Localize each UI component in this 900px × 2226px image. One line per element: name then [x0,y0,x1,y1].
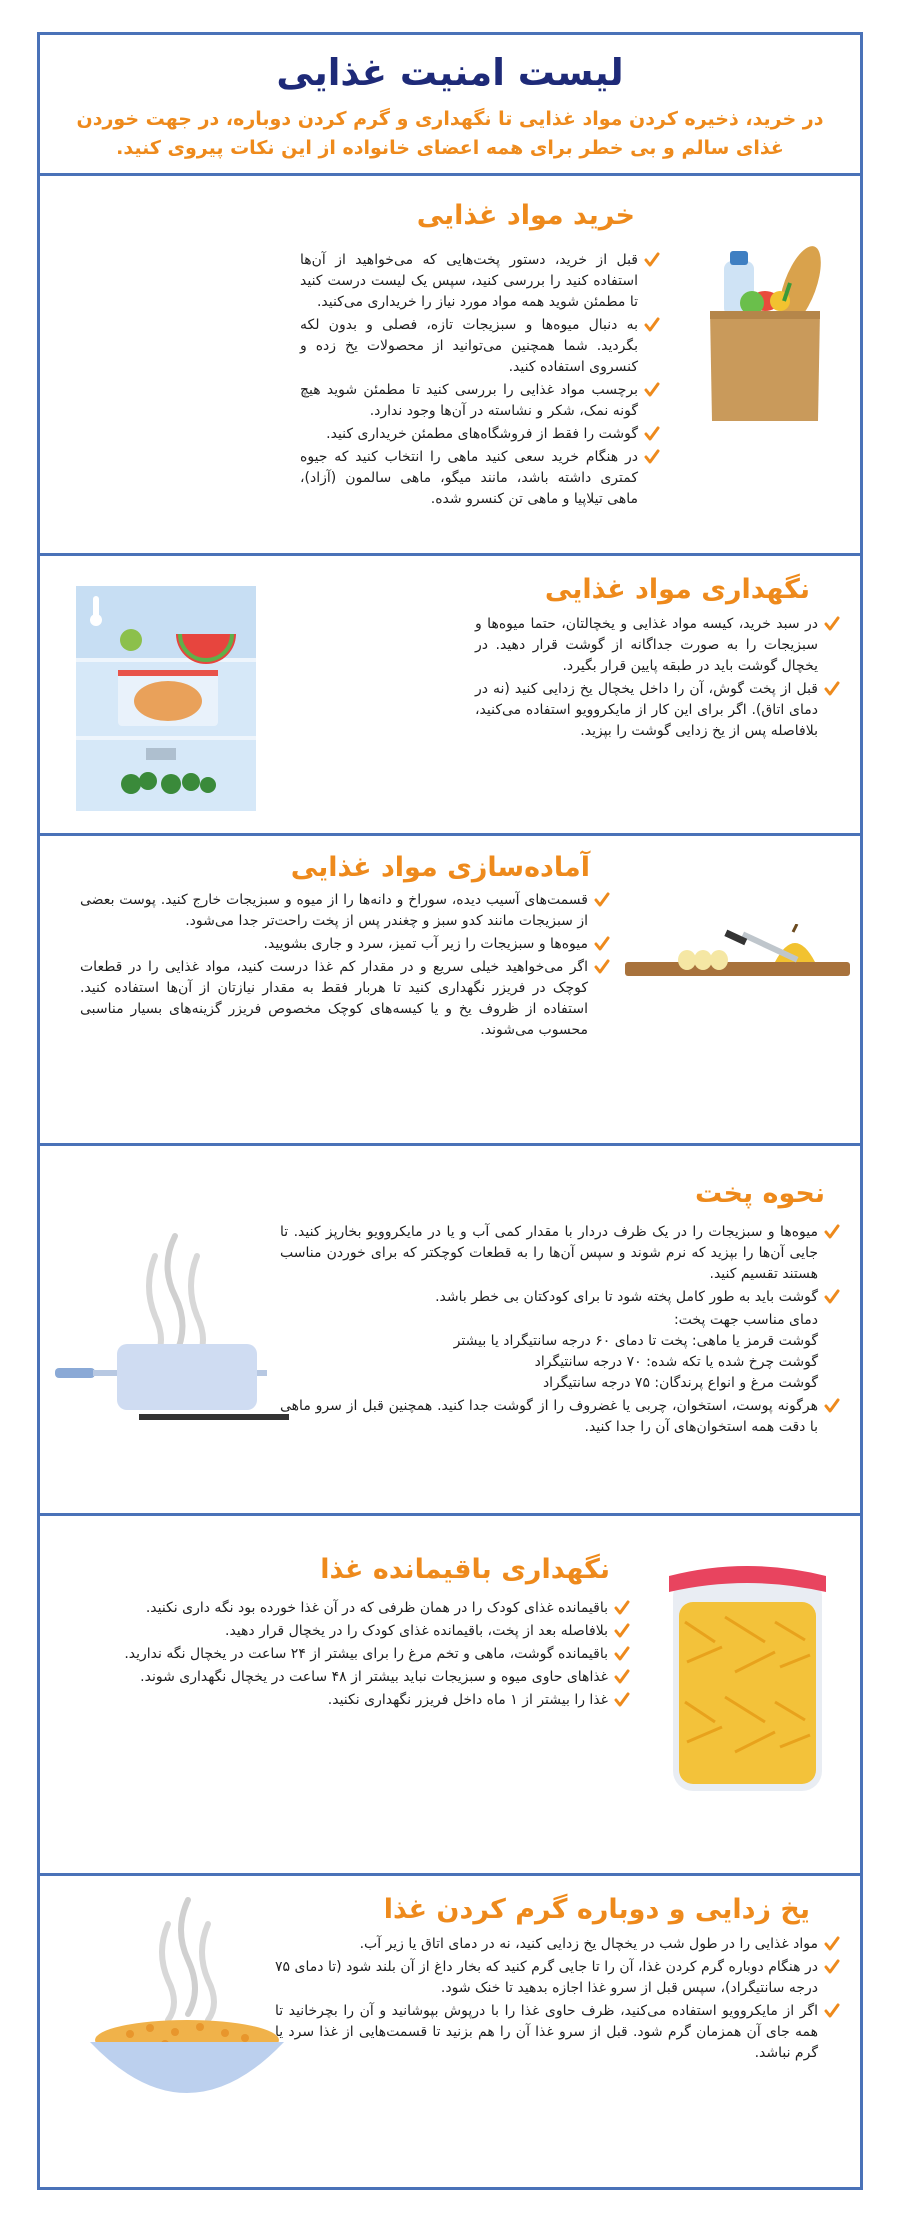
checkmark-icon [644,382,660,398]
list-item [75,1690,630,1711]
checkmark-icon [824,1936,840,1952]
checkmark-icon [614,1600,630,1616]
item-list [75,1598,630,1713]
item-list [80,890,610,1043]
item-text: باقیمانده غذای کودک را در همان ظرفی که در آن غذا خورده بود نگه داری نکنید. [145,1600,608,1616]
list-item [75,1621,630,1642]
list-item [75,1667,630,1688]
list-item [475,614,840,677]
list-item [275,1957,840,1999]
checkmark-icon [644,449,660,465]
infographic-frame [37,32,863,2190]
item-list [300,250,660,512]
header [40,35,860,173]
cutting-board-icon [625,924,850,994]
item-text: میوه‌ها و سبزیجات را در یک ظرف دردار با مقدار کمی آب و یا در مایکروویو بخارپز کنید. تا جایی آن‌ها را بپزید که نرم شوند و سپس آن‌ها را به قطعات کوچکتر که برای خوردن مناسب هستند تقسیم کنید. [280,1224,818,1282]
checkmark-icon [824,1398,840,1414]
page-title: لیست امنیت غذایی [276,51,624,94]
temps-heading: دمای مناسب جهت پخت: [673,1312,818,1328]
item-list [275,1934,840,2066]
checkmark-icon [594,936,610,952]
item-text: به دنبال میوه‌ها و سبزیجات تازه، فصلی و بدون لکه بگردید. شما همچنین می‌توانید از محصولات یخ زده و کنسروی استفاده کنید. [300,317,638,375]
item-text: گوشت باید به طور کامل پخته شود تا برای کودکتان بی خطر باشد. [435,1289,818,1305]
steaming-bowl-icon [80,1894,295,2114]
item-text: قبل از پخت گوش، آن را داخل یخچال یخ زدایی کنید (نه در دمای اتاق). اگر برای این کار از مایکروویو استفاده می‌کنید، بلافاصله پس از یخ زدایی گوشت را بپزید. [475,681,818,739]
section-leftovers [40,1513,860,1873]
refrigerator-icon [76,586,256,811]
list-item [280,1222,840,1285]
checkmark-icon [594,959,610,975]
list-item [300,380,660,422]
temps-block [280,1310,840,1394]
section-title: خرید مواد غذایی [416,200,635,231]
temp-line: گوشت مرغ و انواع پرندگان: ۷۵ درجه سانتیگراد [542,1375,818,1391]
section-cooking [40,1143,860,1513]
list-item [275,1934,840,1955]
item-text: قبل از خرید، دستور پخت‌هایی که می‌خواهید از آن‌ها استفاده کنید را بررسی کنید، سپس یک لیست درست کنید تا مطمئن شوید همه مواد مورد نیاز را خریداری می‌کنید. [300,252,638,310]
section-preparation [40,833,860,1143]
checkmark-icon [644,252,660,268]
checkmark-icon [644,426,660,442]
checkmark-icon [614,1669,630,1685]
pasta-jar-icon [665,1562,830,1797]
item-text: باقیمانده گوشت، ماهی و تخم مرغ را برای بیشتر از ۲۴ ساعت در یخچال نگه ندارید. [124,1646,608,1662]
cooking-pot-icon [55,1226,295,1436]
section-title: آماده‌سازی مواد غذایی [290,852,590,883]
item-text: گوشت را فقط از فروشگاه‌های مطمئن خریداری کنید. [326,426,638,442]
item-list [280,1222,840,1440]
list-item [75,1598,630,1619]
item-text: غذاهای حاوی میوه و سبزیجات نباید بیشتر از ۴۸ ساعت در یخچال نگهداری شوند. [140,1669,608,1685]
list-item [475,679,840,742]
checkmark-icon [594,892,610,908]
section-title: یخ زدایی و دوباره گرم کردن غذا [383,1894,810,1925]
list-item [75,1644,630,1665]
checkmark-icon [614,1623,630,1639]
item-text: هرگونه پوست، استخوان، چربی یا غضروف را از گوشت جدا کنید. همچنین قبل از سرو ماهی با دقت همه استخوان‌های آن را جدا کنید. [280,1398,818,1435]
section-storage [40,553,860,833]
section-buying [40,173,860,553]
list-item [80,934,610,955]
item-text: غذا را بیشتر از ۱ ماه داخل فریزر نگهداری نکنید. [327,1692,608,1708]
item-text: اگر از مایکروویو استفاده می‌کنید، ظرف حاوی غذا را با درپوش بپوشانید و آن را بچرخانید تا همه جای آن همزمان گرم شود. قبل از سرو غذا آن را هم بزنید تا قسمت‌هایی از غذا سرد یا گرم نباشد. [275,2003,818,2061]
checkmark-icon [614,1692,630,1708]
checkmark-icon [824,1959,840,1975]
list-item [280,1287,840,1308]
section-title: نحوه پخت [694,1178,825,1209]
temp-line: گوشت قرمز یا ماهی: پخت تا دمای ۶۰ درجه سانتیگراد یا بیشتر [453,1333,818,1349]
checkmark-icon [824,681,840,697]
list-item [300,315,660,378]
list-item [300,250,660,313]
checkmark-icon [824,616,840,632]
item-text: بلافاصله بعد از پخت، باقیمانده غذای کودک را در یخچال قرار دهید. [225,1623,608,1639]
item-text: در هنگام خرید سعی کنید ماهی را انتخاب کنید که جیوه کمتری داشته باشد، مانند میگو، ماهی سالمون (آزاد)، ماهی تیلاپیا و ماهی تن کنسرو شده. [300,449,638,507]
grocery-bag-icon [700,241,830,421]
item-text: برچسب مواد غذایی را بررسی کنید تا مطمئن شوید هیچ گونه نمک، شکر و نشاسته در آن‌ها وجود ندارد. [300,382,638,419]
page-subtitle: در خرید، ذخیره کردن مواد غذایی تا نگهداری و گرم کردن دوباره، در جهت خوردن غذای سالم و بی خطر برای همه اعضای خانواده از این نکات پیروی کنید. [76,108,824,159]
checkmark-icon [614,1646,630,1662]
list-item [80,890,610,932]
section-reheating [40,1873,860,2193]
list-item [275,2001,840,2064]
checkmark-icon [824,2003,840,2019]
list-item [80,957,610,1041]
item-text: در هنگام دوباره گرم کردن غذا، آن را تا جایی گرم کنید که بخار داغ از آن بلند شود (تا دمای ۷۵ درجه سانتیگراد)، سپس قبل از سرو غذا اجازه بدهید تا خنک شود. [275,1959,818,1996]
item-text: قسمت‌های آسیب دیده، سوراخ و دانه‌ها را از میوه و سبزیجات خارج کنید. پوست بعضی از سبزیجات مانند کدو سبز و چغندر پس از پخت راحت‌تر جدا می‌شود. [80,892,588,929]
list-item [300,424,660,445]
temp-line: گوشت چرخ شده یا تکه شده: ۷۰ درجه سانتیگراد [534,1354,818,1370]
item-text: در سبد خرید، کیسه مواد غذایی و یخچالتان، حتما میوه‌ها و سبزیجات را به صورت جداگانه از گوشت قرار دهید. در یخچال گوشت باید در طبقه پایین قرار بگیرد. [475,616,818,674]
checkmark-icon [824,1289,840,1305]
item-list [475,614,840,744]
item-text: مواد غذایی را در طول شب در یخچال یخ زدایی کنید، نه در دمای اتاق یا زیر آب. [359,1936,818,1952]
checkmark-icon [824,1224,840,1240]
list-item [300,447,660,510]
item-text: اگر می‌خواهید خیلی سریع و در مقدار کم غذا درست کنید، مواد غذایی را در قطعات کوچک در فریزر نگهداری کنید تا هربار فقط به مقدار نیازتان از آن‌ها استفاده کنید. استفاده از ظروف یخ و یا کیسه‌های کوچک مخصوص فریزر گزینه‌های بسیار مناسبی محسوب می‌شوند. [80,959,588,1038]
section-title: نگهداری مواد غذایی [544,574,810,605]
section-title: نگهداری باقیمانده غذا [320,1554,610,1585]
checkmark-icon [644,317,660,333]
list-item [280,1396,840,1438]
item-text: میوه‌ها و سبزیجات را زیر آب تمیز، سرد و جاری بشویید. [263,936,588,952]
